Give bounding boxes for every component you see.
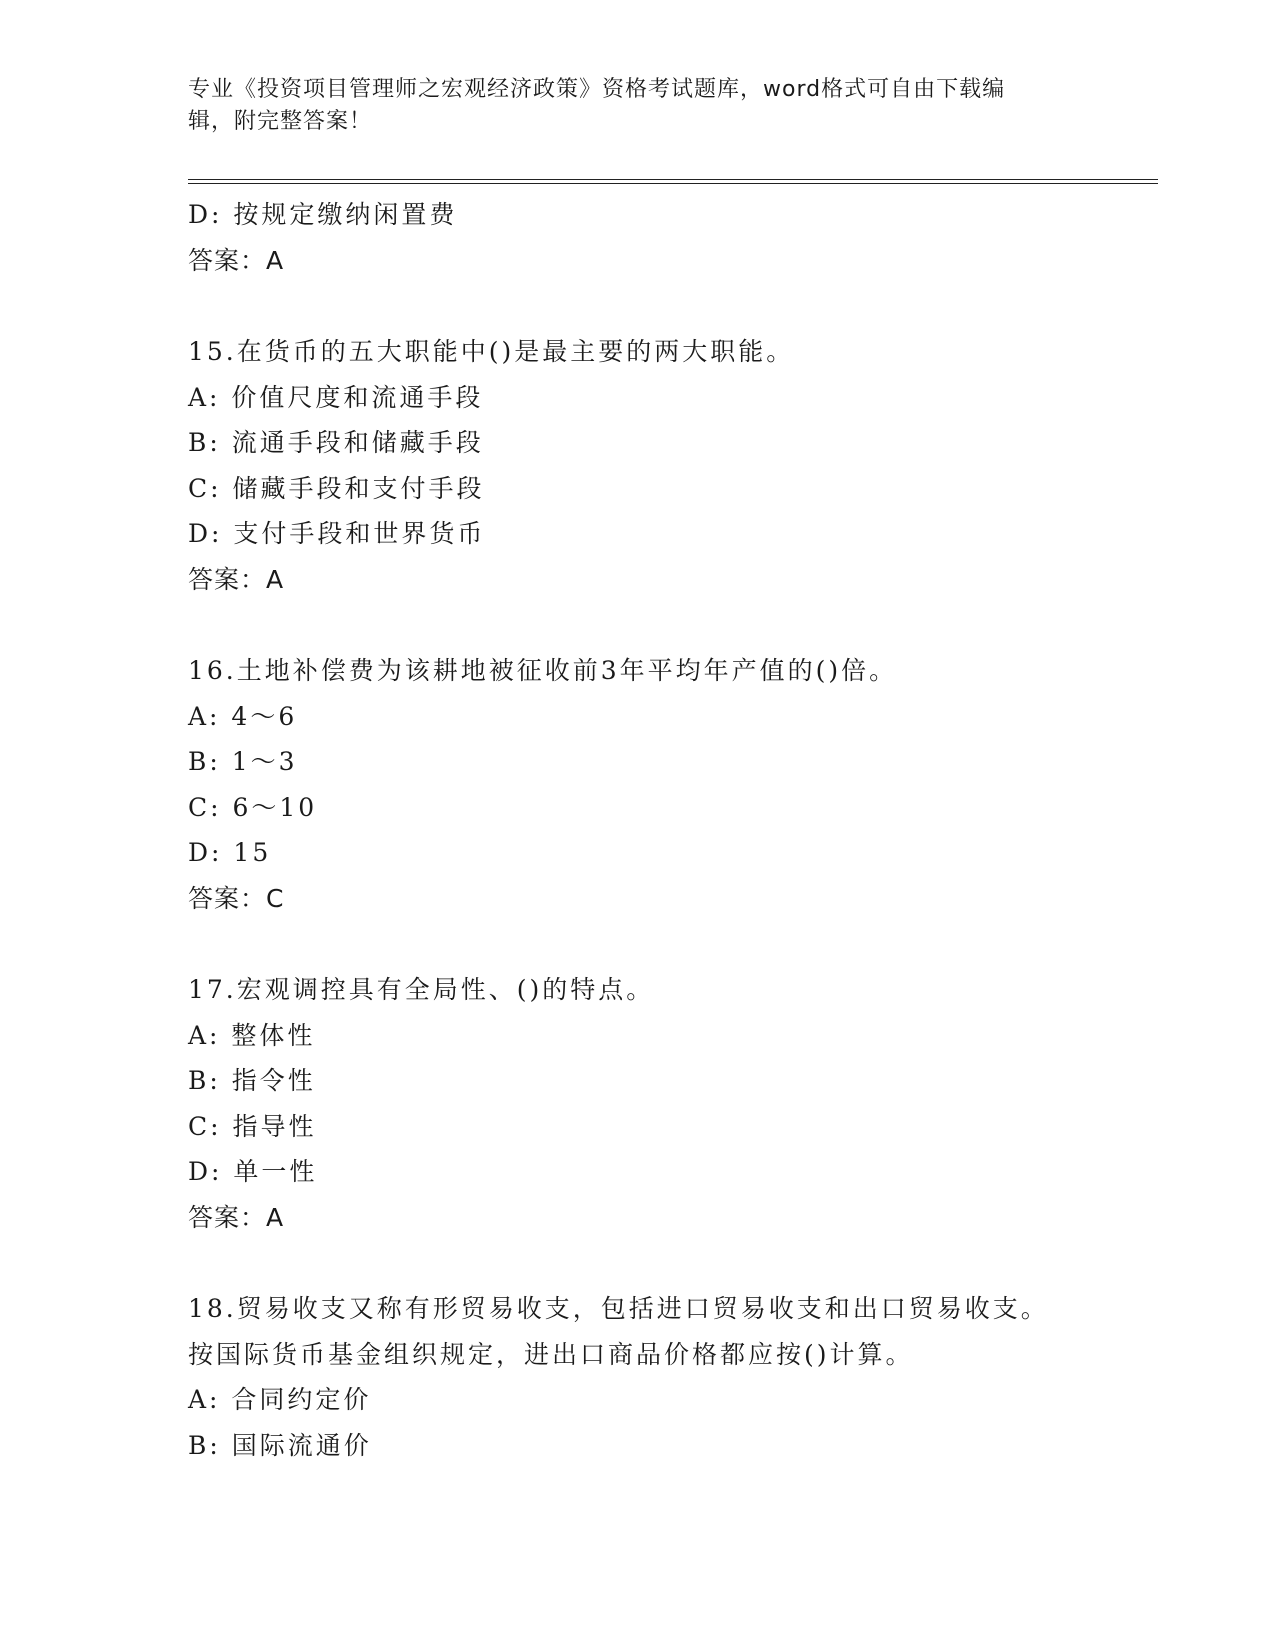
option-b: B: 1～3 bbox=[188, 747, 298, 776]
spacer bbox=[188, 602, 1148, 648]
spacer bbox=[188, 921, 1148, 967]
question-stem-line-1: 18.贸易收支又称有形贸易收支，包括进口贸易收支和出口贸易收支。 bbox=[188, 1294, 1049, 1323]
option-b: B: 指令性 bbox=[188, 1066, 316, 1095]
page-header bbox=[188, 74, 1068, 138]
option-d: D: 支付手段和世界货币 bbox=[188, 519, 486, 548]
spacer bbox=[188, 283, 1148, 329]
header-rule-top bbox=[188, 179, 1158, 180]
option-b: B: 流通手段和储藏手段 bbox=[188, 428, 484, 457]
option-a: A: 4～6 bbox=[188, 701, 298, 731]
header-rule-bottom bbox=[188, 183, 1158, 184]
question-stem: 16.土地补偿费为该耕地被征收前3年平均年产值的()倍。 bbox=[188, 656, 898, 685]
option-d: D: 按规定缴纳闲置费 bbox=[188, 200, 458, 229]
previous-question-tail bbox=[188, 192, 1148, 283]
question-16 bbox=[188, 648, 1148, 921]
option-c: C: 指导性 bbox=[188, 1111, 317, 1141]
question-18 bbox=[188, 1286, 1148, 1468]
spacer bbox=[188, 1240, 1148, 1286]
option-c: C: 6～10 bbox=[188, 792, 318, 822]
question-17 bbox=[188, 967, 1148, 1240]
question-stem-line-2: 按国际货币基金组织规定，进出口商品价格都应按()计算。 bbox=[188, 1339, 914, 1369]
header-line-2: 辑，附完整答案！ bbox=[188, 109, 373, 134]
answer-line: 答案：C bbox=[188, 883, 285, 913]
header-line-1: 专业《投资项目管理师之宏观经济政策》资格考试题库，word格式可自由下载编 bbox=[188, 77, 1006, 102]
question-stem: 17.宏观调控具有全局性、()的特点。 bbox=[188, 975, 655, 1004]
option-c: C: 储藏手段和支付手段 bbox=[188, 473, 485, 503]
option-a: A: 合同约定价 bbox=[188, 1385, 372, 1414]
option-b: B: 国际流通价 bbox=[188, 1430, 372, 1460]
answer-line: 答案：A bbox=[188, 1202, 285, 1232]
option-a: A: 整体性 bbox=[188, 1020, 316, 1050]
option-d: D: 15 bbox=[188, 838, 272, 867]
answer-line: 答案：A bbox=[188, 245, 285, 275]
question-15 bbox=[188, 329, 1148, 602]
option-a: A: 价值尺度和流通手段 bbox=[188, 382, 484, 412]
question-list bbox=[188, 192, 1148, 1468]
option-d: D: 单一性 bbox=[188, 1157, 318, 1186]
question-stem: 15.在货币的五大职能中()是最主要的两大职能。 bbox=[188, 337, 795, 366]
answer-line: 答案：A bbox=[188, 564, 285, 594]
